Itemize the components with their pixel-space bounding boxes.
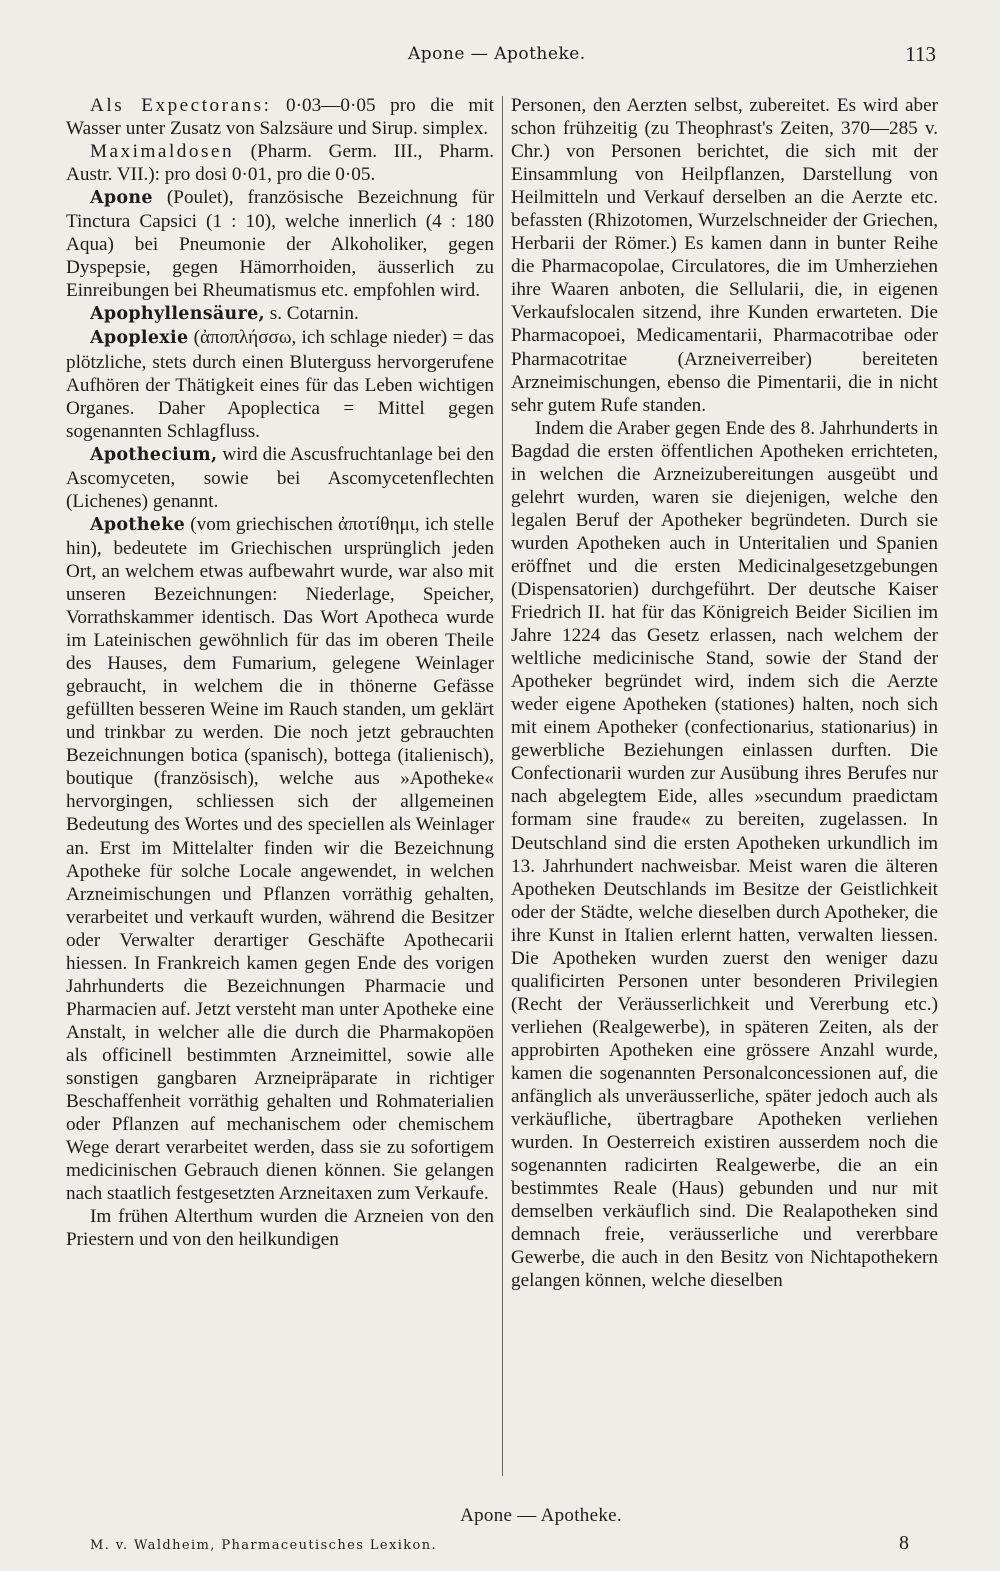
column-divider	[502, 96, 503, 1476]
entry-apotheke	[66, 513, 494, 1205]
alterthum-paragraph: Im frühen Alterthum wurden die Arzneien von den Priestern und von den heilkundigen	[66, 1206, 494, 1251]
maximaldosen-text: (Pharm. Germ. III., Pharm. Austr. VII.): pro dosi 0·01, pro die 0·05.	[66, 141, 494, 186]
continuation-paragraph: Personen, den Aerzten selbst, zubereitet. Es wird aber schon frühzeitig (zu Theophrast's Zeiten, 370—285 v. Chr.) von Personen berichtet, die sich mit der Einsammlung von Heilpflanzen, Darstellung von Heilmitteln und Verkauf derselben an die Aerzte etc. befassten (Rhizotomen, Wurzelschneider der Griechen, Herbarii der Römer.) Es kamen dann in bunter Reihe die Pharmacopolae, Circulatores, die im Umherziehen ihre Waaren anboten, die Sellularii, die, in eigenen Verkaufslocalen sitzend, ihre Kunden erwarteten. Die Pharmacopoei, Medicamentarii, Pharmacotribae oder Pharmacotritae (Arzneiverreiber) bereiteten Arzneimischungen, ebenso die Pimentarii, die in nicht sehr gutem Rufe standen.	[511, 95, 938, 416]
sheet-number: 8	[899, 1532, 909, 1554]
apotheke-text: (vom griechischen ἀποτίθημι, ich stelle hin), bedeutete im Griechischen ursprünglich jeden Ort, an welchem etwas aufbewahrt wurde, war also mit unseren Bezeichnungen: Niederlage, Speicher, Vorrathskammer identisch. Das Wort Apotheca wurde im Lateinischen gewöhnlich für das im oberen Theile des Hauses, dem Fumarium, gelegene Weinlager gebraucht, in welchem die in thönerne Gefässe gefüllten besseren Weine im Rauch standen, um geklärt und trinkbar zu werden. Die noch jetzt gebrauchten Bezeichnungen botica (spanisch), bottega (italienisch), boutique (französisch), welche aus »Apotheke« hervorgingen, schliessen sich der allgemeinen Bedeutung des Wortes und des speciellen als Weinlager an. Erst im Mittelalter finden wir die Bezeichnung Apotheke für solche Locale angewendet, in welchen Arzneimischungen und Pflanzen vorräthig gehalten, verarbeitet und verkauft wurden, während die Besitzer oder Verwalter derartiger Geschäfte Apothecarii hiessen. In Frankreich kamen gegen Ende des vorigen Jahrhunderts die Bezeichnungen Pharmacie und Pharmacien auf. Jetzt versteht man unter Apotheke eine Anstalt, in welcher alle die durch die Pharmakopöen als officinell bestimmten Arzneimittel, sowie alle sonstigen gangbaren Arzneipräparate in richtiger Beschaffenheit vorräthig gehalten und Rohmaterialien oder Pflanzen auf mechanischem oder chemischem Wege derart verarbeitet werden, dass sie zu sofortigem medicinischen Gebrauch dienen können. Sie gelangen nach staatlich festgesetzten Arzneitaxen zum Verkaufe.	[66, 513, 494, 1205]
entry-apoplexie	[66, 326, 494, 442]
lemma-apone: Apone	[90, 188, 153, 209]
expectorans-text: 0·03—0·05 pro die mit Wasser unter Zusatz von Salzsäure und Sirup. simplex.	[66, 95, 494, 140]
apophyllensaeure-text: s. Cotarnin.	[264, 303, 359, 325]
footer-title	[0, 1505, 1000, 1527]
lemma-apotheke: Apotheke	[90, 514, 186, 535]
entry-apophyllensaeure	[66, 302, 494, 326]
running-head	[0, 42, 1000, 72]
apone-text: (Poulet), französische Bezeichnung für Tinctura Capsici (1 : 10), welche innerlich (4 : 180 Aqua) bei Pneumonie der Alkoholiker, gegen Dyspepsie, gegen Hämorrhoiden, äusserlich zu Einreibungen bei Rheumatismus etc. empfohlen wird.	[66, 187, 494, 302]
apoplexie-text: (ἀποπλήσσω, ich schlage nieder) = das plötzliche, stets durch einen Bluterguss hervorgerufene Aufhören der Thätigkeit eines für das Leben wichtigen Organes. Daher Apoplectica = Mittel gegen sogenannten Schlagfluss.	[66, 327, 494, 442]
right-column	[511, 94, 938, 1474]
page-number: 113	[905, 42, 936, 66]
footer-publisher: M. v. Waldheim, Pharmaceutisches Lexikon.	[90, 1538, 438, 1553]
lemma-apothecium: Apothecium,	[90, 444, 218, 465]
lemma-apoplexie: Apoplexie	[90, 328, 189, 349]
expectorans-label: Als Expectorans:	[90, 95, 272, 116]
lemma-apophyllensaeure: Apophyllensäure,	[90, 304, 265, 325]
maximaldosen-label: Maximaldosen	[90, 141, 235, 163]
entry-apone	[66, 186, 494, 302]
footer-title-text: Apone — Apotheke.	[460, 1505, 622, 1526]
footer	[90, 1534, 910, 1558]
apothecium-text: wird die Ascusfruchtanlage bei den Ascomyceten, sowie bei Ascomycetenflechten (Lichenes) genannt.	[66, 443, 494, 512]
araber-paragraph: Indem die Araber gegen Ende des 8. Jahrhunderts in Bagdad die ersten öffentlichen Apotheken errichteten, in welchen die Arzneizubereitungen ausgeübt und gelehrt wurden, waren sie diejenigen, welche den legalen Beruf der Apotheker begründeten. Durch sie wurden Apotheken auch in Unteritalien und Spanien eröffnet und die ersten Medicinalgesetzgebungen (Dispensatorien) durchgeführt. Der deutsche Kaiser Friedrich II. hat für das Königreich Beider Sicilien im Jahre 1224 das Gesetz erlassen, nach welchem der weltliche medicinische Stand, sowie der Stand der Apotheker begründet wird, indem sich die Aerzte weder eigene Apotheken (stationes) halten, noch sich mit einem Apotheker (confectionarius, stationarius) in gewerbliche Beziehungen einlassen durften. Die Confectionarii wurden zur Ausübung ihres Berufes nur nach abgelegtem Eide, alles »secundum praedictam formam sine fraude« zu bereiten, zugelassen. In Deutschland sind die ersten Apotheken urkundlich im 13. Jahrhundert nachweisbar. Meist waren die älteren Apotheken Deutschlands im Besitze der Geistlichkeit oder der Städte, welche dieselben durch Apotheker, die ihre Kunst in Italien erlernt hatten, verwalten liessen. Die Apotheken wurden zuerst den weniger dazu qualificirten Personen unter besonderen Privilegien (Recht der Veräusserlichkeit und Vererbung etc.) verliehen (Realgewerbe), in späteren Zeiten, als der approbirten Apotheken eine grössere Anzahl wurde, kamen die sogenannten Personalconcessionen auf, die anfänglich als unveräusserliche, später jedoch auch als verkäufliche, übertragbare Apotheken verliehen wurden. In Oesterreich existiren ausserdem noch die sogenannten radicirten Realgewerbe, die an ein bestimmtes Reale (Haus) gebunden und nur mit demselben verkäuflich sind. Die Realapotheken sind demnach freie, veräusserliche und vererbbare Gewerbe, die auch in den Besitz von Nichtapothekern gelangen können, welche dieselben	[511, 417, 938, 1292]
running-head-title: Apone — Apotheke.	[408, 44, 586, 64]
entry-apothecium	[66, 443, 494, 513]
left-column	[66, 94, 494, 1474]
expectorans-paragraph	[66, 94, 494, 140]
maximaldosen-paragraph	[66, 140, 494, 186]
